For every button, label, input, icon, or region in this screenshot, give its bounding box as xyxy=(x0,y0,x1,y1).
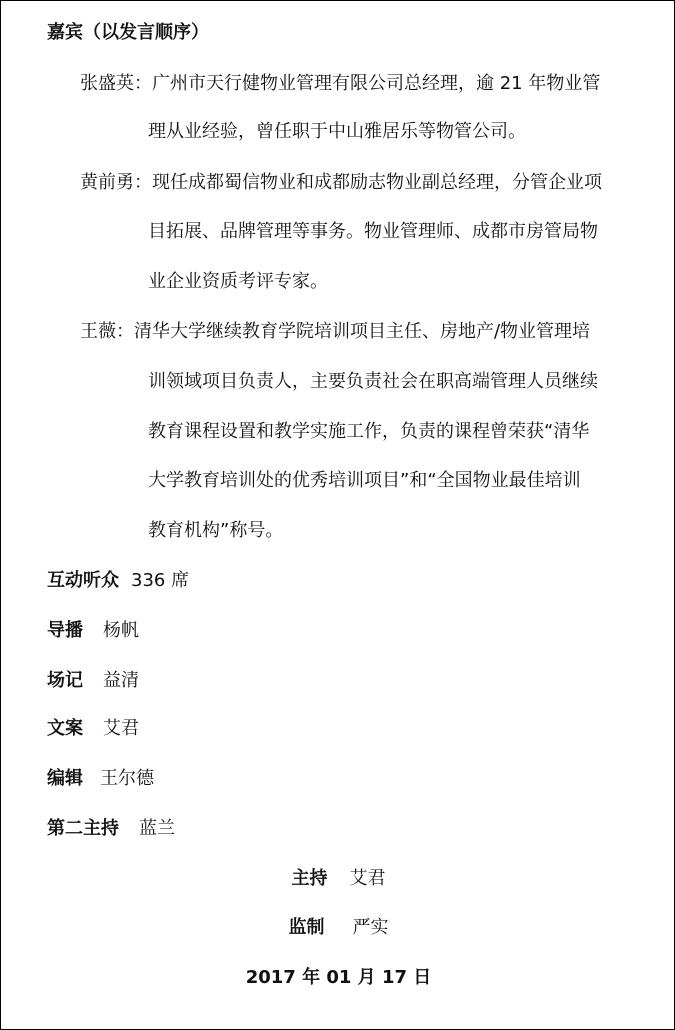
guest-1-line-1: 张盛英：广州市天行健物业管理有限公司总经理，逾 21 年物业管 xyxy=(80,73,601,94)
producer-value: 严实 xyxy=(352,917,389,938)
producer-row xyxy=(1,915,675,941)
guest-2-line-1: 黄前勇：现任成都蜀信物业和成都励志物业副总经理，分管企业项 xyxy=(80,172,602,193)
credit-row-copywriter xyxy=(47,716,139,742)
date: 2017 年 01 月 17 日 xyxy=(245,967,432,988)
credit-value: 王尔德 xyxy=(100,768,154,789)
credit-value: 艾君 xyxy=(103,718,139,739)
credit-row-second-host xyxy=(47,816,175,842)
credit-value: 益清 xyxy=(103,670,139,691)
credit-row-recorder xyxy=(47,668,139,694)
credit-label: 文案 xyxy=(47,718,83,739)
guests-section-title: 嘉宾（以发言顺序） xyxy=(47,22,209,43)
guest-2-line-2: 目拓展、品牌管理等事务。物业管理师、成都市房管局物 xyxy=(148,221,598,242)
credit-label: 互动听众 xyxy=(47,570,119,591)
guest-2-line-3: 业企业资质考评专家。 xyxy=(148,271,328,292)
credit-label: 第二主持 xyxy=(47,818,119,839)
host-label: 主持 xyxy=(291,868,328,889)
credit-label: 导播 xyxy=(47,620,83,641)
guest-3-line-1: 王薇：清华大学继续教育学院培训项目主任、房地产/物业管理培 xyxy=(80,321,591,342)
guest-1-line-2: 理从业经验，曾任职于中山雅居乐等物管公司。 xyxy=(148,121,526,142)
guest-3-line-3: 教育课程设置和教学实施工作，负责的课程曾荣获“清华 xyxy=(148,421,590,442)
credit-value: 蓝兰 xyxy=(139,818,175,839)
host-value: 艾君 xyxy=(349,868,386,889)
credit-label: 编辑 xyxy=(47,768,83,789)
producer-label: 监制 xyxy=(288,917,325,938)
guest-3-line-2: 训领域项目负责人，主要负责社会在职高端管理人员继续 xyxy=(148,371,598,392)
credit-row-director xyxy=(47,618,139,644)
credit-row-editor xyxy=(47,766,154,792)
credit-value: 杨帆 xyxy=(103,620,139,641)
host-row xyxy=(1,866,675,892)
credit-row-audience xyxy=(47,568,189,594)
guest-3-line-4: 大学教育培训处的优秀培训项目”和“全国物业最佳培训 xyxy=(148,470,581,491)
credit-label: 场记 xyxy=(47,670,83,691)
credit-value: 336 席 xyxy=(131,570,190,591)
guest-3-line-5: 教育机构”称号。 xyxy=(148,520,284,541)
